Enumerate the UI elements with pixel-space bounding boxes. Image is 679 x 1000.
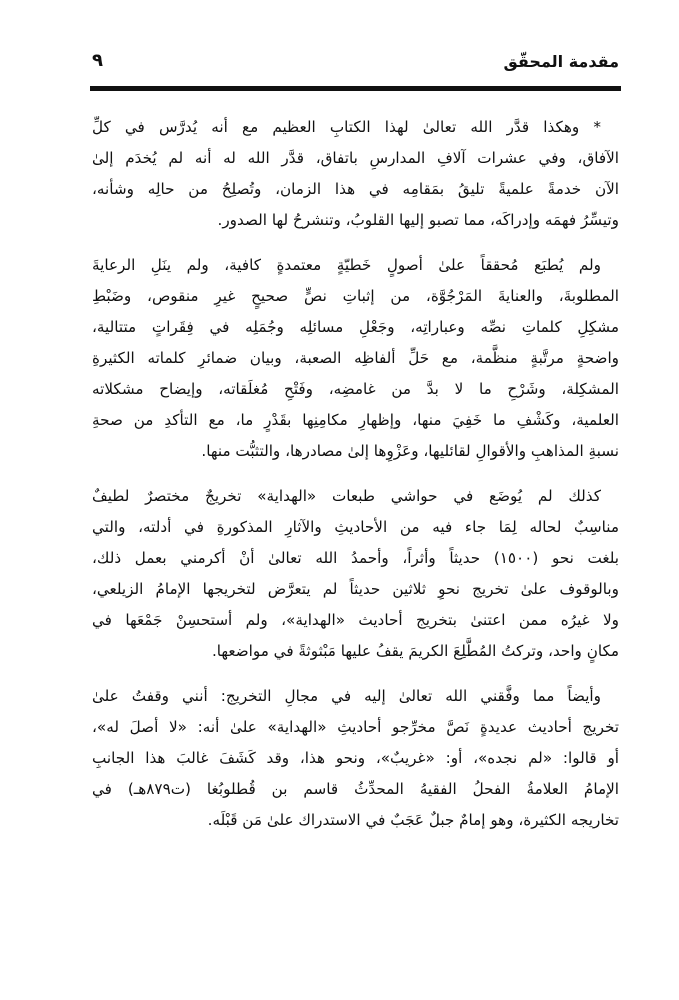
page-body <box>92 112 619 850</box>
paragraph-4 <box>92 681 619 836</box>
text-line: الآن خدمةً علميةً تليقُ بمَقامِه في هذا الزمان، وتُصلِحُ من حالِه وشأنه، <box>92 180 619 198</box>
text-line: كذلك لم يُوضَع في حواشي طبعات «الهداية» تخريجٌ مختصرٌ لطيفٌ <box>92 487 601 505</box>
text-line: مشكِلِ كلماتِ نصِّه وعباراتِه، وجَعْلِ مسائلِه وجُمَلِه في فِقَراتٍ متتالية، <box>92 318 619 336</box>
text-line: أو قالوا: «لم نجده»، أو: «غريبٌ»، ونحو هذا، وقد كَشَفَ غالبَ هذا الجانبِ <box>92 749 619 767</box>
text-line: واضحةٍ مرتَّبةٍ منظَّمة، مع حَلِّ ألفاظِه الصعبة، وبيان ضمائرِ كلماته الكثيرةِ <box>92 349 619 367</box>
text-line: العلمية، وكَشْفِ ما خَفِيَ منها، وإظهارِ مكامِنِها بقَدْرٍ ما، مع التأكدِ من صحةِ <box>92 411 619 429</box>
text-line: مناسِبٌ لحاله لِمَا جاء فيه من الأحاديثِ والآثارِ المذكورةِ في أدلته، والتي <box>92 518 619 536</box>
text-line: تخاريجه الكثيرة، وهو إمامٌ جبلٌ عَجَبٌ في الاستدراك علىٰ مَن قَبْلَه. <box>207 811 619 829</box>
chapter-title: مقدمة المحقّق <box>503 52 619 71</box>
text-line: وتيسِّرُ فهمَه وإدراكَه، مما تصبو إليها القلوبُ، وتنشرحُ لها الصدور. <box>217 211 619 229</box>
text-line: المشكِلة، وشَرْحِ ما لا بدَّ من غامضِه، وفَتْحِ مُغلَقاته، وإيضاح مشكلاته <box>92 380 619 398</box>
text-line: * وهكذا قدَّر الله تعالىٰ لهذا الكتابِ العظيم مع أنه يُدرَّس في كلِّ <box>92 118 601 136</box>
text-line: نسبةِ المذاهبِ والأقوالِ لقائليها، وعَزْوِها إلىٰ مصادرها، والتثبُّت منها. <box>201 442 619 460</box>
header-rule <box>90 86 621 91</box>
text-line: المطلوبةَ، والعنايةَ المَرْجُوَّة، من إثباتِ نصٍّ صحيحٍ غيرِ منقوص، وضَبْطِ <box>92 287 619 305</box>
text-line: تخريج أحاديث عديدةٍ نَصَّ مخرِّجو أحاديثِ «الهداية» علىٰ أنه: «لا أصلَ له»، <box>92 718 619 736</box>
text-line: ولم يُطبَع مُحققاً علىٰ أصولٍ خَطيّةٍ معتمدةٍ كافية، ولم ينَلِ الرعايةَ <box>92 256 601 274</box>
paragraph-1 <box>92 112 619 236</box>
running-header <box>92 48 619 78</box>
text-line: الإمامُ العلامةُ الفحلُ الفقيهُ المحدِّثُ قاسم بن قُطلوبُغا (ت٨٧٩هـ) في <box>92 780 619 798</box>
text-line: وأيضاً مما وفَّقني الله تعالىٰ إليه في مجالِ التخريج: أنني وقفتُ علىٰ <box>92 687 601 705</box>
text-line: وبالوقوف علىٰ تخريج نحوِ ثلاثين حديثاً لم يتعرَّض لتخريجها الإمامُ الزيلعي، <box>92 580 619 598</box>
page-number: ٩ <box>92 50 103 71</box>
paragraph-3 <box>92 481 619 667</box>
paragraph-2 <box>92 250 619 467</box>
text-line: الآفاق، وفي عشرات آلافِ المدارسِ باتفاق، قدَّر الله له أنه لم يُخدَم إلىٰ <box>92 149 619 167</box>
text-line: بلغت نحو (١٥٠٠) حديثاً وأثراً، وأحمدُ الله تعالىٰ أنْ أكرمني بعمل ذلك، <box>92 549 619 567</box>
text-line: ولا غيرُه ممن اعتنىٰ بتخريج أحاديث «الهداية»، ولم أستحسِنْ جَمْعَها في <box>92 611 619 629</box>
text-line: مكانٍ واحد، وتركتُ المُطَّلِعَ الكريمَ يقفُ عليها مَبْثوثةً في مواضعها. <box>211 642 619 660</box>
